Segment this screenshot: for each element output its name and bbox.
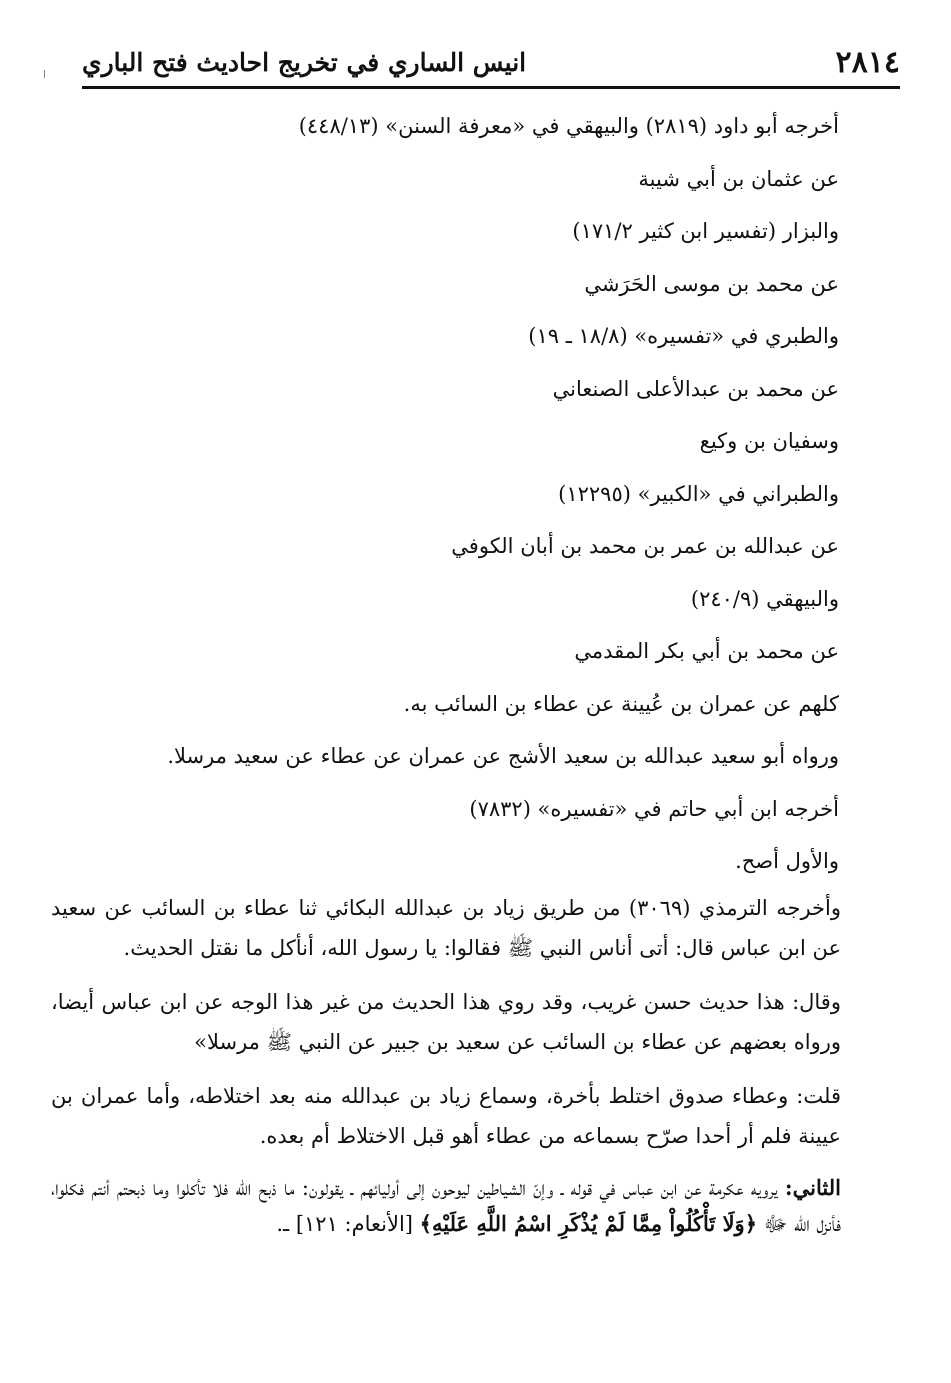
page-number: ٢٨١٤: [835, 44, 900, 80]
paragraph-text: يرويه عكرمة عن ابن عباس في قوله ـ وإنّ الشياطين ليوحون إلى أوليائهم ـ يقولون: ما ذبح الله فلا تأكلوا وما ذبحتم أنتم فكلوا، فأنزل الله ﷻ: [51, 1176, 841, 1236]
list-line: كلهم عن عمران بن عُيينة عن عطاء بن السائب به.: [403, 691, 839, 716]
list-line: وسفيان بن وكيع: [699, 429, 839, 453]
takhrij-list: [79, 100, 839, 888]
list-line: والأول أصح.: [735, 849, 839, 873]
list-line: عن عبدالله بن عمر بن محمد بن أبان الكوفي: [451, 534, 839, 558]
paragraph-tirmidhi-comment: وقال: هذا حديث حسن غريب، وقد روي هذا الحديث من غير هذا الوجه عن ابن عباس أيضا، ورواه بعضهم عن عطاء بن السائب عن سعيد بن جبير عن النبي ﷺ مرسلا»: [51, 990, 841, 1054]
list-line: والطبراني في «الكبير» (١٢٢٩٥): [558, 481, 839, 506]
running-title: انيس الساري في تخريج احاديث فتح الباري: [82, 47, 527, 77]
list-line: عن عثمان بن أبي شيبة: [638, 166, 839, 191]
list-line: والطبري في «تفسيره» (١٨/٨ ـ ١٩): [528, 324, 839, 348]
margin-mark: [44, 70, 45, 78]
paragraph-author-note: قلت: وعطاء صدوق اختلط بأخرة، وسماع زياد بن عبدالله منه بعد اختلاطه، وأما عمران بن عيينة فلم أر أحدا صرّح بسماعه من عطاء أهو قبل الاختلاط أم بعده.: [51, 1084, 841, 1148]
list-line: والبيهقي (٢٤٠/٩): [690, 586, 839, 611]
list-line: أخرجه ابن أبي حاتم في «تفسيره» (٧٨٣٢): [469, 796, 839, 821]
section-label: الثاني:: [784, 1175, 841, 1200]
paragraph-tirmidhi: وأخرجه الترمذي (٣٠٦٩) من طريق زياد بن عبدالله البكائي ثنا عطاء بن السائب عن سعيد عن ابن عباس قال: أتى أناس النبي ﷺ فقالوا: يا رسول الله، أنأكل ما نقتل الحديث.: [51, 896, 841, 960]
quran-verse: ﴿وَلَا تَأْكُلُواْ مِمَّا لَمْ يُذْكَرِ اسْمُ اللَّهِ عَلَيْهِ﴾: [419, 1211, 757, 1236]
paragraph-second-route: [51, 1170, 841, 1242]
body-paragraphs: [51, 888, 841, 1256]
list-line: أخرجه أبو داود (٢٨١٩) والبيهقي في «معرفة السنن» (٤٤٨/١٣): [298, 114, 839, 138]
list-line: عن محمد بن موسى الحَرَشي: [584, 271, 839, 296]
list-line: ورواه أبو سعيد عبدالله بن سعيد الأشج عن عمران عن عطاء عن سعيد مرسلا.: [167, 744, 839, 768]
list-line: عن محمد بن أبي بكر المقدمي: [574, 639, 839, 663]
verse-reference: [الأنعام: ١٢١] ـ.: [276, 1212, 420, 1236]
list-line: والبزار (تفسير ابن كثير ١٧١/٢): [572, 219, 839, 243]
header-divider: [82, 86, 900, 89]
list-line: عن محمد بن عبدالأعلى الصنعاني: [552, 376, 839, 401]
page-header: [82, 40, 900, 84]
